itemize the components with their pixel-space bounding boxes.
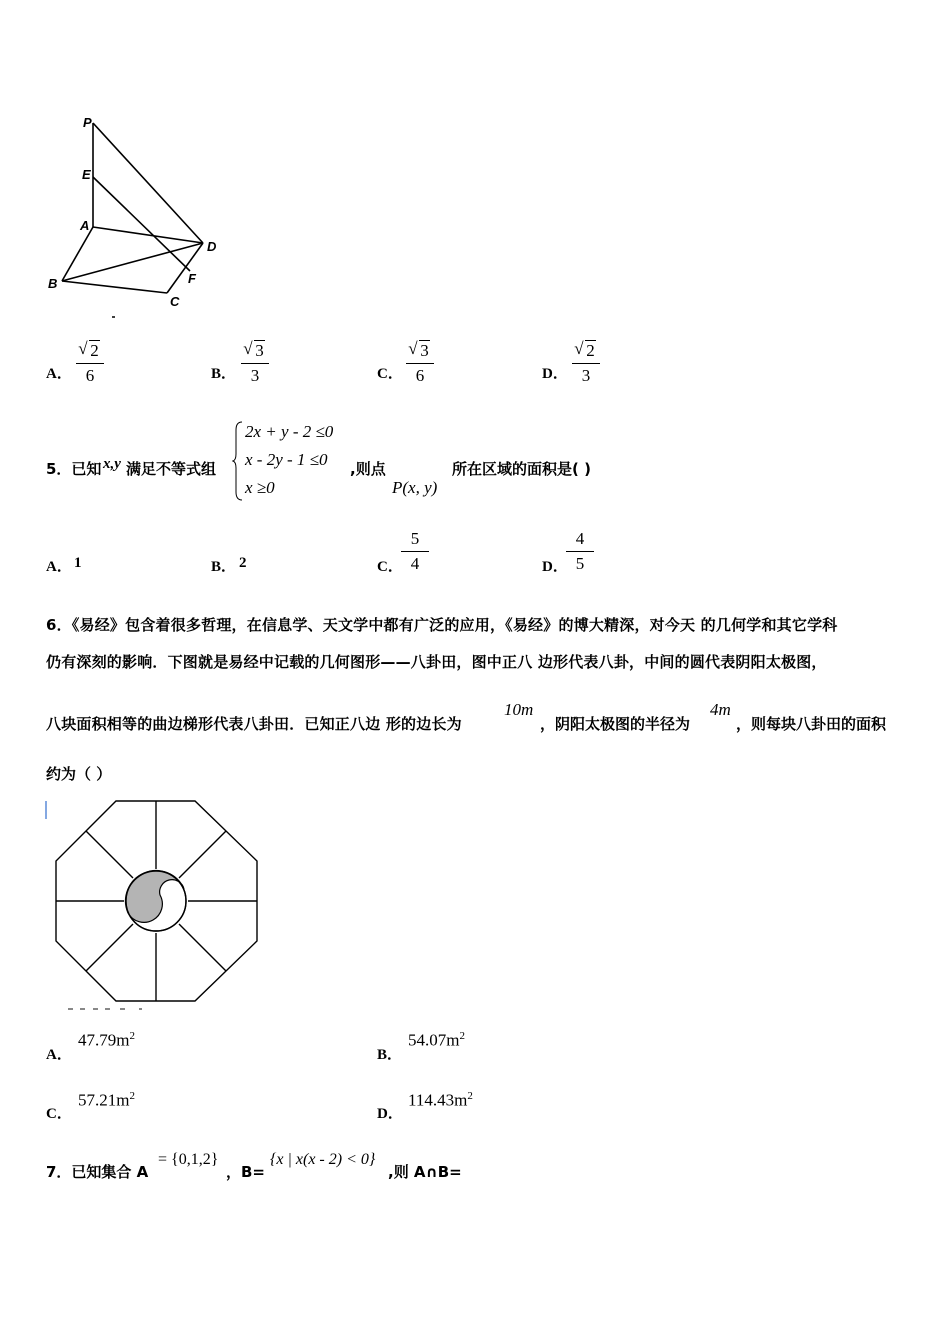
option-letter: C． (377, 366, 403, 382)
q6-radius: 4m (710, 700, 731, 719)
option-c-fraction: √ 3 6 (400, 340, 440, 387)
option-d-fraction: √ 2 3 (566, 340, 606, 387)
edge-PD (93, 123, 203, 243)
q6-line-3c: ，则每块八卦田的面积 (736, 715, 887, 733)
option-letter: D． (377, 1106, 403, 1122)
edge-AB (62, 227, 93, 281)
option-letter: C． (377, 559, 403, 575)
yin-yang-icon (126, 871, 186, 931)
q5-ineq-2: x - 2y - 1 ≤0 (245, 450, 328, 469)
pyramid-figure (40, 105, 240, 325)
option-letter: D． (542, 559, 568, 575)
label-P: P (83, 115, 92, 130)
option-a-fraction: √ 2 6 (70, 340, 110, 387)
option-a-value: 1 (74, 555, 82, 571)
option-letter: A． (46, 366, 72, 382)
label-A: A (80, 218, 90, 233)
option-d-value: $114.43m^2$ (408, 1090, 473, 1110)
q5-then: ,则点 (350, 460, 386, 478)
label-B: B (48, 276, 58, 291)
q5-vars: x,y (103, 456, 121, 472)
option-b-value: 2 (239, 555, 247, 571)
option-c-value: $57.21m^2$ (78, 1090, 135, 1110)
label-E: E (82, 167, 91, 182)
q7-set-a: = {0,1,2} (158, 1151, 219, 1168)
option-letter: B． (377, 1047, 403, 1063)
q6-line-3a: 八块面积相等的曲边梯形代表八卦田．已知正八边 形的边长为 (46, 715, 462, 733)
q5-point: P(x, y) (392, 478, 438, 497)
label-C: C (170, 294, 180, 309)
option-letter: B． (211, 366, 237, 382)
q7-mid: ，B= (226, 1163, 266, 1181)
brace-icon (232, 420, 244, 502)
q7-prefix: 7．已知集合 A (46, 1163, 149, 1181)
q5-ineq-3: x ≥0 (245, 478, 275, 497)
q7-suffix: ,则 A∩B= (388, 1163, 462, 1181)
option-c-fraction: 5 4 (395, 528, 435, 575)
option-d-fraction: 4 5 (560, 528, 600, 575)
option-letter: A． (46, 1047, 72, 1063)
option-letter: C． (46, 1106, 72, 1122)
option-letter: B． (211, 559, 237, 575)
option-a-value: $47.79m^2$ (78, 1030, 135, 1050)
bagua-octagon-figure (40, 795, 270, 1015)
edge-BC (62, 281, 167, 293)
q6-line-1: 6．《易经》包含着很多哲理，在信息学、天文学中都有广泛的应用，《易经》的博大精深，对今天 的几何学和其它学科 (46, 616, 838, 634)
q6-side-length: 10m (504, 700, 534, 719)
q5-middle: 满足不等式组 (126, 460, 217, 478)
option-b-value: $54.07m^2$ (408, 1030, 465, 1050)
label-F: F (188, 271, 196, 286)
edge-EF (93, 177, 190, 271)
q6-line-4: 约为（ ） (46, 765, 112, 783)
q6-line-3b: ，阴阳太极图的半径为 (540, 715, 691, 733)
option-letter: D． (542, 366, 568, 382)
q5-ineq-1: 2x + y - 2 ≤0 (245, 422, 334, 441)
q6-line-2: 仍有深刻的影响．下图就是易经中记载的几何图形——八卦田，图中正八 边形代表八卦，中间的圆代表阴阳太极图， (46, 653, 827, 671)
option-b-fraction: √ 3 3 (235, 340, 275, 387)
label-D: D (207, 239, 217, 254)
q7-set-b: {x | x(x - 2) < 0} (270, 1151, 376, 1168)
option-letter: A． (46, 559, 72, 575)
q5-prefix: 5．已知 (46, 460, 102, 478)
q5-suffix: 所在区域的面积是( ) (452, 460, 591, 478)
